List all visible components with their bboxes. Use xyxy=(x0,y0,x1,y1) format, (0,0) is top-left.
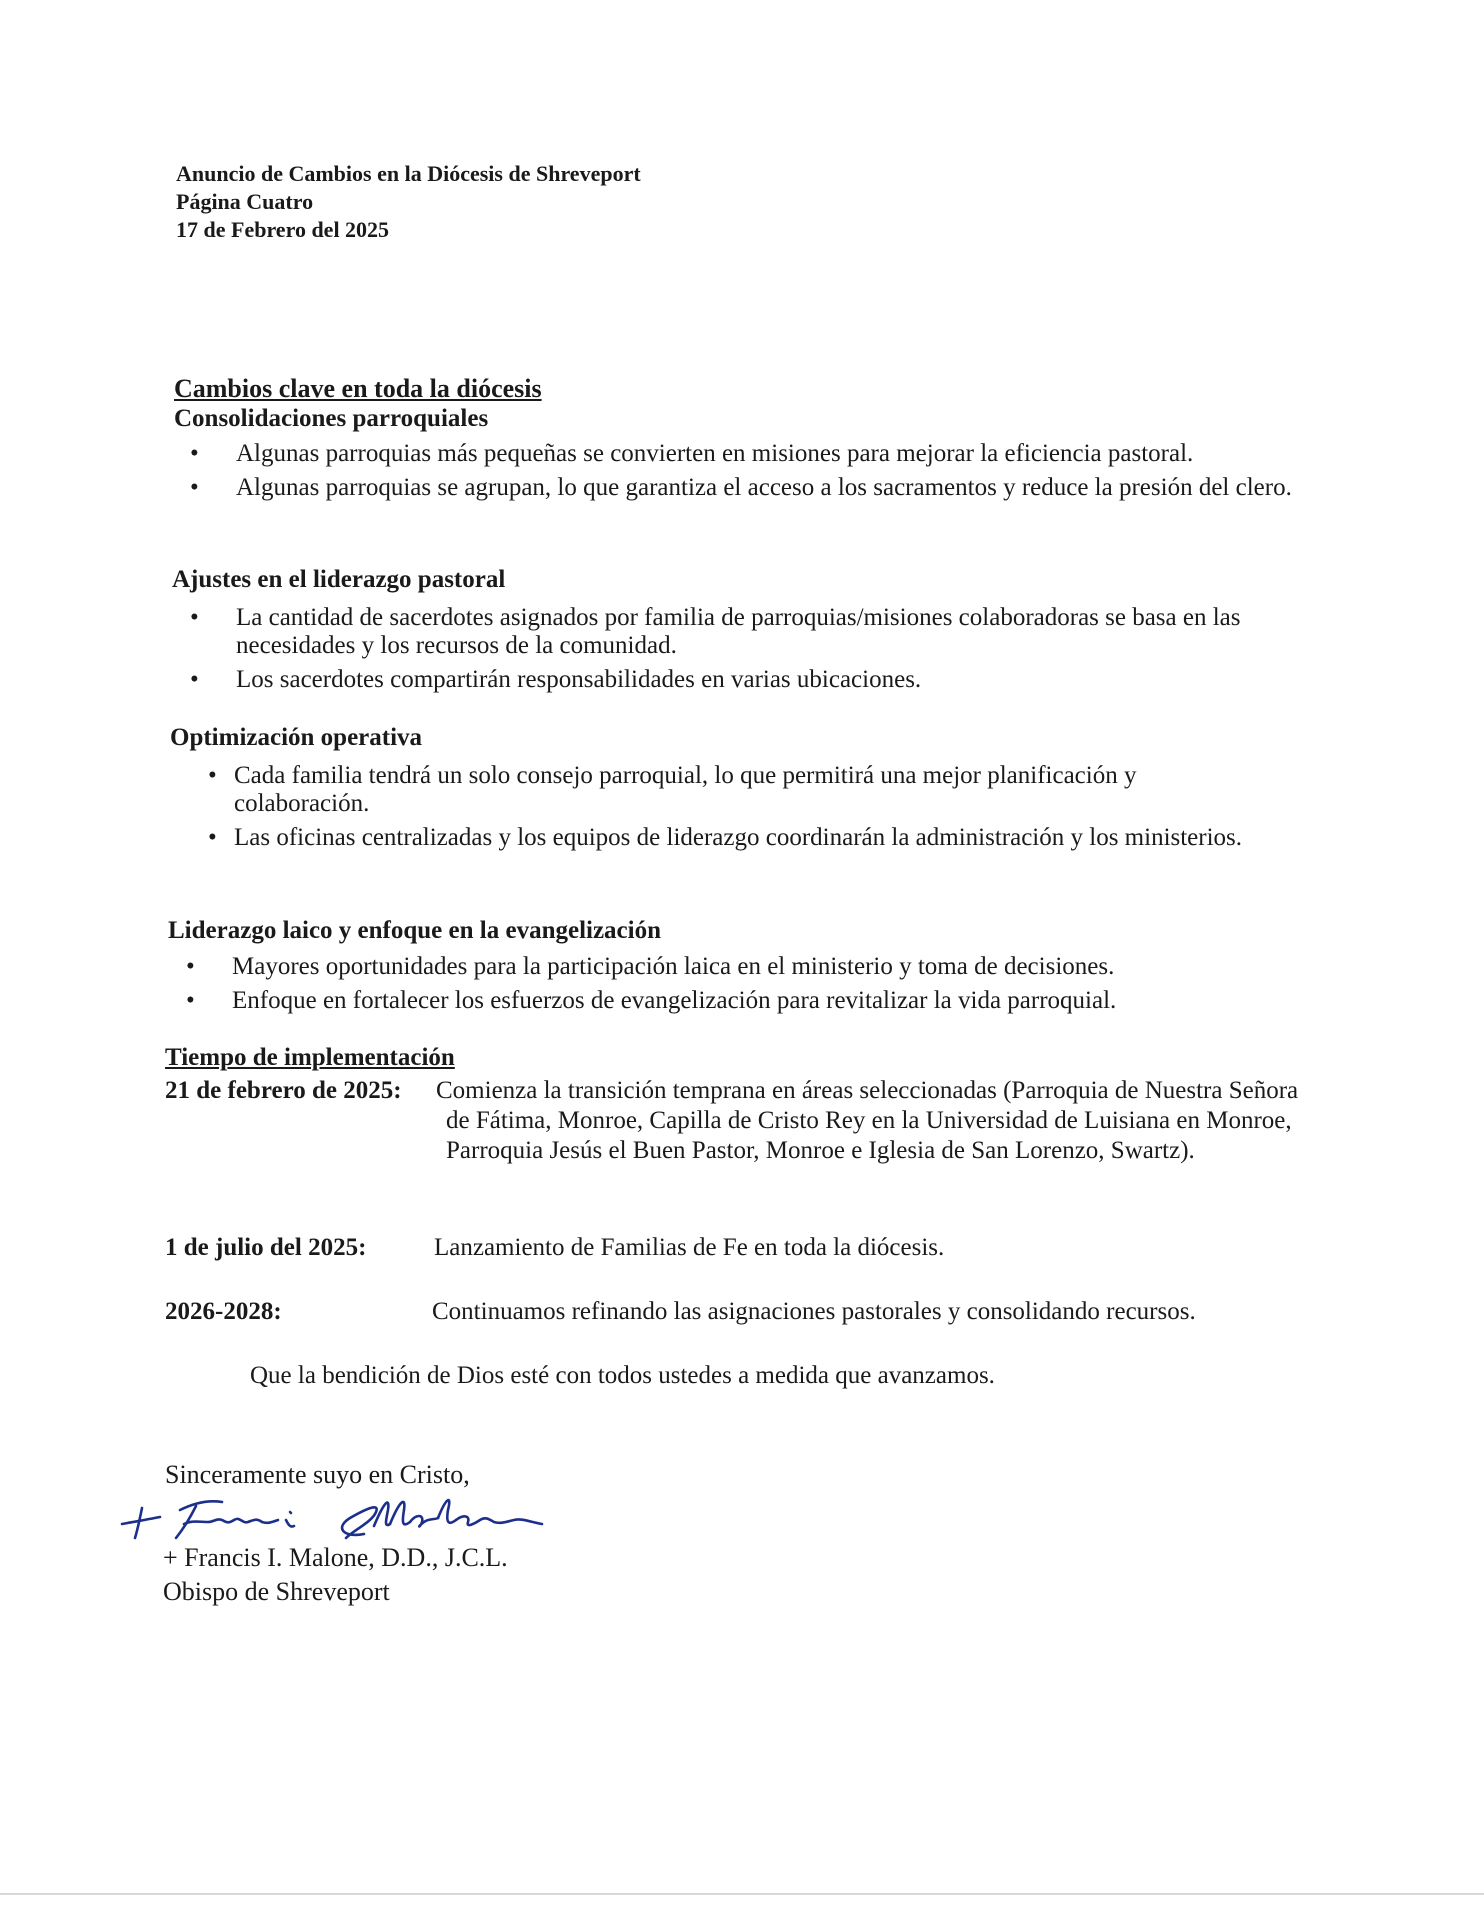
page-bottom-rule xyxy=(0,1893,1484,1895)
signer-title: Obispo de Shreveport xyxy=(163,1577,390,1606)
section-heading-operational: Optimización operativa xyxy=(170,724,423,751)
signer-name: + Francis I. Malone, D.D., J.C.L. xyxy=(163,1543,508,1572)
consolidations-list xyxy=(170,440,1320,508)
signature-block xyxy=(163,1541,508,1609)
timeline-date: 2026-2028: xyxy=(165,1298,282,1325)
section-heading-pastoral-leadership: Ajustes en el liderazgo pastoral xyxy=(172,566,506,593)
list-item: • Algunas parroquias más pequeñas se convierten en misiones para mejorar la eficiencia pastoral. xyxy=(170,440,1320,468)
list-item: • Enfoque en fortalecer los esfuerzos de evangelización para revitalizar la vida parroquial. xyxy=(166,987,1316,1015)
list-item: • Las oficinas centralizadas y los equipos de liderazgo coordinarán la administración y los ministerios. xyxy=(168,824,1268,852)
list-item: • Mayores oportunidades para la participación laica en el ministerio y toma de decisiones. xyxy=(166,953,1316,981)
list-item: • Cada familia tendrá un solo consejo parroquial, lo que permitirá una mejor planificación y colaboración. xyxy=(168,762,1268,818)
list-item: • Los sacerdotes compartirán responsabilidades en varias ubicaciones. xyxy=(170,666,1310,694)
closing-blessing: Que la bendición de Dios esté con todos ustedes a medida que avanzamos. xyxy=(250,1362,995,1389)
header-date: 17 de Febrero del 2025 xyxy=(176,217,390,242)
timeline-description: Continuamos refinando las asignaciones pastorales y consolidando recursos. xyxy=(432,1298,1196,1325)
operational-list xyxy=(168,762,1268,858)
pastoral-leadership-list xyxy=(170,604,1310,700)
timeline-description: Comienza la transición temprana en áreas seleccionadas (Parroquia de Nuestra Señora de Fátima, Monroe, Capilla de Cristo Rey en la Universidad de Luisiana en Monroe, Parroquia Jesús el Buen Pastor, Monroe e Iglesia de San Lorenzo, Swartz). xyxy=(436,1077,1299,1164)
section-heading-lay-leadership: Liderazgo laico y enfoque en la evangelización xyxy=(168,917,662,944)
key-changes-title: Cambios clave en toda la diócesis xyxy=(174,374,542,403)
header-page-label: Página Cuatro xyxy=(176,189,314,214)
section-heading-consolidations: Consolidaciones parroquiales xyxy=(174,405,489,432)
timeline-title: Tiempo de implementación xyxy=(165,1044,455,1071)
list-item: • Algunas parroquias se agrupan, lo que garantiza el acceso a los sacramentos y reduce la presión del clero. xyxy=(170,474,1320,502)
lay-leadership-list xyxy=(166,953,1316,1021)
timeline-date: 1 de julio del 2025: xyxy=(165,1234,367,1261)
timeline-description: Lanzamiento de Familias de Fe en toda la diócesis. xyxy=(434,1234,945,1261)
header-title: Anuncio de Cambios en la Diócesis de Shreveport xyxy=(176,161,641,186)
salutation: Sinceramente suyo en Cristo, xyxy=(165,1460,470,1489)
timeline-date: 21 de febrero de 2025: xyxy=(165,1077,402,1104)
letter-header xyxy=(176,160,641,244)
list-item: • La cantidad de sacerdotes asignados por familia de parroquias/misiones colaboradoras se basa en las necesidades y los recursos de la comunidad. xyxy=(170,604,1310,660)
